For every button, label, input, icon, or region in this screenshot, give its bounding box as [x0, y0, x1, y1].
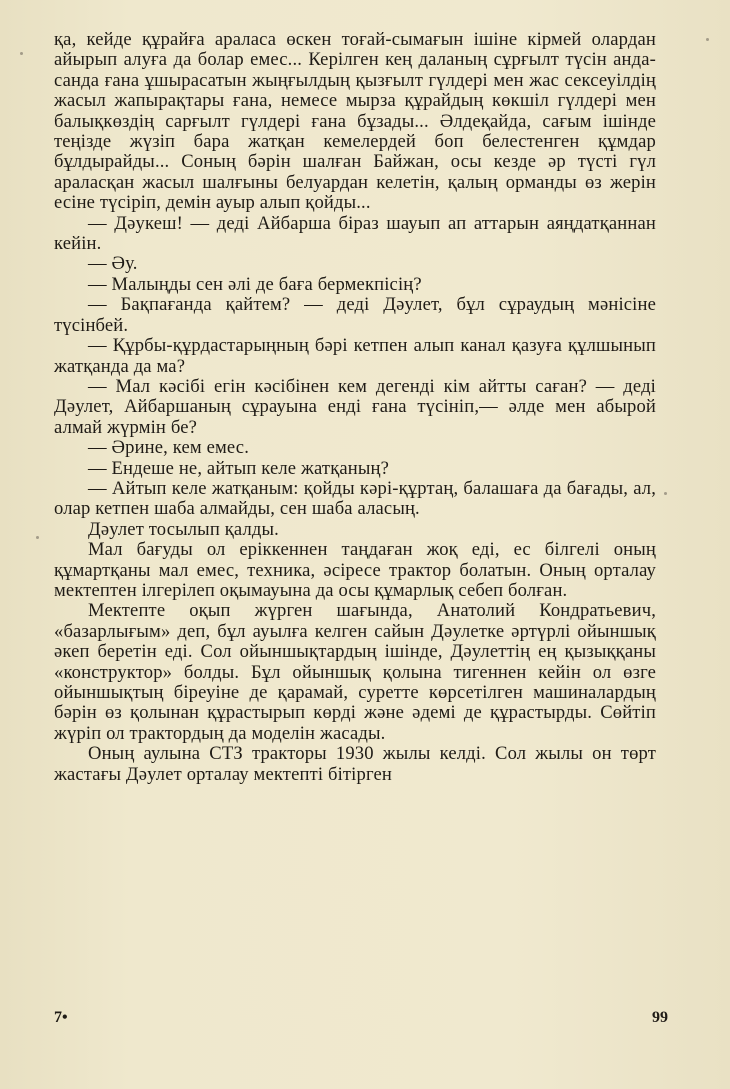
printer-signature: 7• [54, 1009, 68, 1026]
paper-speck [36, 536, 39, 539]
paragraph: — Ендеше не, айтып келе жатқаның? [88, 457, 390, 479]
paragraph: Оның аулына СТЗ тракторы 1930 жылы келді. Сол жылы он төрт жастағы Дәулет орталау мектепті бітірген [54, 743, 656, 785]
paragraph: қа, кейде құрайға араласа өскен тоғай-сымағын ішіне кірмей олардан айырып алуға да болар емес... Керілген кең даланың сұрғылт түсін анда-санда ғана ұшырасатын жыңғылдың қызғылт гүлдері мен жас сексеуілдің жасыл жапырақтары ғана, немесе мырза құрайдың көкшіл гүлдері мен балықкөздің сарғылт гүлдері ғана бұзады... Әлдеқайда, сағым ішінде теңізде жүзіп бара жатқан кемелердей боп белестенген құмдар бұлдырайды... Соның бәрін шалған Байжан, осы кезде әр түсті гүл араласқан жасыл шалғыны белуардан келетін, қалың орманды өз жерін есіне түсіріп, демін ауыр алып қойды... [54, 29, 656, 214]
paper-speck [664, 492, 667, 495]
paragraph: — Әу. [88, 253, 138, 275]
paragraph: — Дәукеш! — деді Айбарша біраз шауып ап аттарын аяңдатқаннан кейін. [54, 212, 656, 255]
paragraph: Мал бағуды ол ерiккеннен таңдаған жоқ еді, ес білгелі оның құмартқаны мал емес, техника, әсіресе трактор болатын. Оның орталау мектептен ілгерілеп оқымауына да осы құмарлық себеп болған. [54, 539, 656, 601]
paragraph: — Айтып келе жатқаным: қойды кәрі-құртаң, балашаға да бағады, ал, олар кетпен шаба алмайды, сен шаба аласың. [54, 477, 656, 520]
paragraph: — Құрбы-құрдастарыңның бәрі кетпен алып канал қазуға құлшынып жатқанда да ма? [54, 335, 656, 377]
page-number: 99 [652, 1009, 668, 1026]
paragraph: — Әрине, кем емес. [88, 437, 249, 459]
paragraph: Мектепте оқып жүрген шағында, Анатолий Кондратьевич, «базарлығым» деп, бұл ауылға келген сайын Дәулетке әртүрлі ойыншық әкеп беретін еді. Сол ойыншықтардың ішінде, Дәулеттің ең қызыққаны «конструктор» болды. Бұл ойыншық қолына тигеннен кейін ол өзге ойыншықтың біреуіне де қарамай, суретте көрсетілген машиналардың бәрін өз қолынан құрастырып көрді және әдемі де құрастырды. Сөйтіп жүріп ол трактордың да моделін жасады. [54, 600, 656, 744]
paper-speck [20, 52, 23, 55]
page-footer [54, 1009, 668, 1031]
page-text [54, 30, 656, 785]
paragraph: — Мал кәсібі егін кәсібінен кем дегенді кім айтты саған? — деді Дәулет, Айбаршаның сұрауына енді ғана түсініп,— әлде мен абырой алмай жүрмін бе? [54, 375, 656, 438]
paragraph: — Малыңды сен әлі де бағa бермекпісің? [88, 273, 422, 295]
paragraph: — Бақпағанда қайтем? — деді Дәулет, бұл сұраудың мәнісіне түсінбей. [54, 294, 656, 336]
paper-speck [706, 38, 709, 41]
paragraph: Дәулет тосылып қалды. [88, 518, 279, 540]
